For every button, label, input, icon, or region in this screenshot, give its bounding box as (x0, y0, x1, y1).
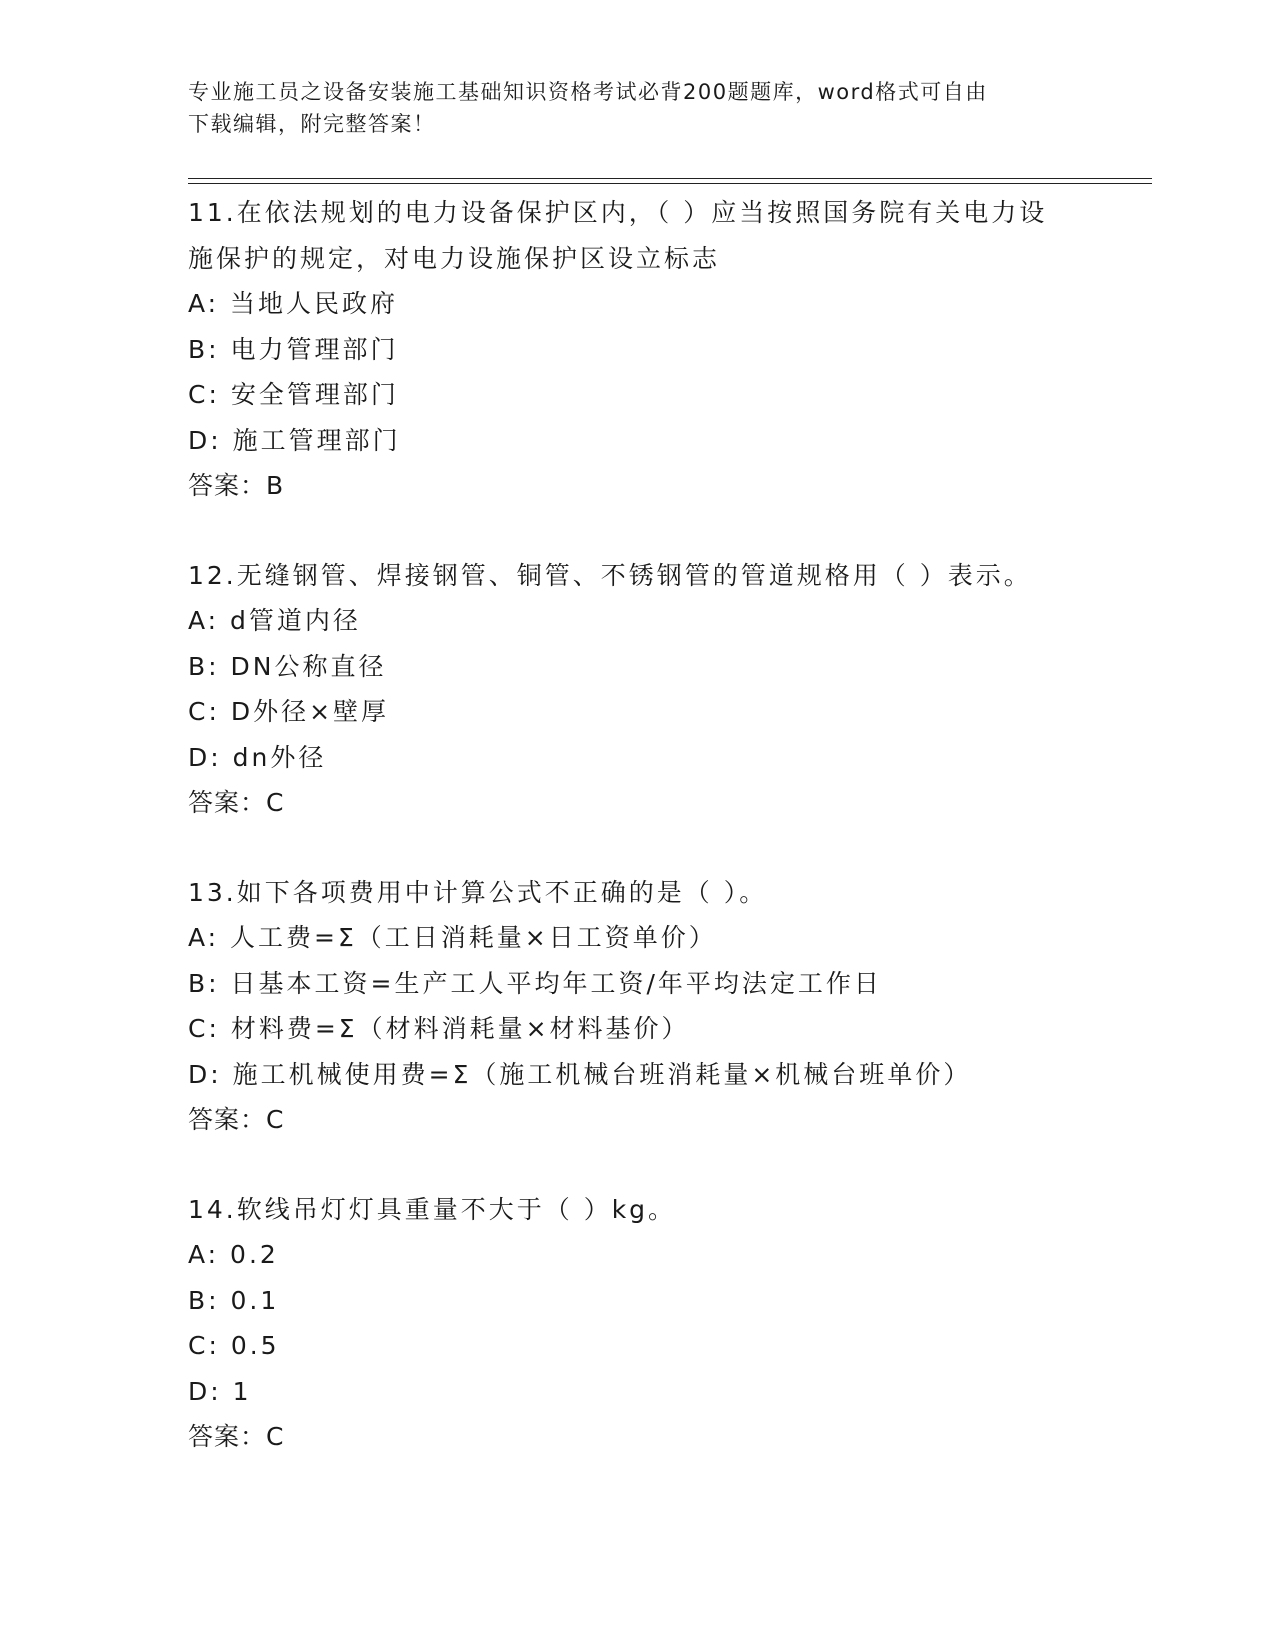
option-d: D: dn外径 (188, 742, 327, 772)
question-stem: 11.在依法规划的电力设备保护区内，（ ）应当按照国务院有关电力设施保护的规定，对电力设施保护区设立标志 (188, 198, 1048, 273)
question-11 (188, 190, 1088, 509)
option-b: B: 电力管理部门 (188, 334, 399, 364)
document-header (188, 76, 1088, 140)
question-12 (188, 553, 1088, 826)
option-c: C: D外径×壁厚 (188, 697, 390, 726)
question-stem: 12.无缝钢管、焊接钢管、铜管、不锈钢管的管道规格用（ ）表示。 (188, 560, 1032, 590)
option-c: C: 材料费=Σ（材料消耗量×材料基价） (188, 1014, 690, 1043)
answer: 答案：C (188, 1105, 285, 1134)
answer: 答案：C (188, 788, 285, 817)
option-d: D: 施工管理部门 (188, 425, 401, 455)
header-line-1: 专业施工员之设备安装施工基础知识资格考试必背200题题库，word格式可自由 (188, 80, 988, 104)
option-d: D: 1 (188, 1376, 252, 1406)
answer: 答案：C (188, 1422, 285, 1451)
question-list (188, 190, 1088, 1504)
option-a: A: d管道内径 (188, 606, 361, 635)
answer: 答案：B (188, 471, 285, 500)
header-divider-top (188, 178, 1152, 179)
option-d: D: 施工机械使用费=Σ（施工机械台班消耗量×机械台班单价） (188, 1059, 972, 1089)
header-line-2: 下载编辑，附完整答案！ (188, 112, 436, 136)
option-b: B: 0.1 (188, 1285, 280, 1315)
question-stem: 13.如下各项费用中计算公式不正确的是（ ）。 (188, 877, 768, 907)
option-b: B: DN公称直径 (188, 651, 387, 681)
option-c: C: 0.5 (188, 1331, 280, 1360)
question-stem: 14.软线吊灯灯具重量不大于（ ）kg。 (188, 1194, 677, 1224)
header-divider-bottom (188, 183, 1152, 184)
option-a: A: 当地人民政府 (188, 289, 399, 318)
option-a: A: 人工费=Σ（工日消耗量×日工资单价） (188, 923, 717, 952)
question-14 (188, 1187, 1088, 1460)
option-a: A: 0.2 (188, 1240, 279, 1269)
question-13 (188, 870, 1088, 1143)
option-b: B: 日基本工资=生产工人平均年工资/年平均法定工作日 (188, 968, 882, 998)
option-c: C: 安全管理部门 (188, 380, 399, 409)
